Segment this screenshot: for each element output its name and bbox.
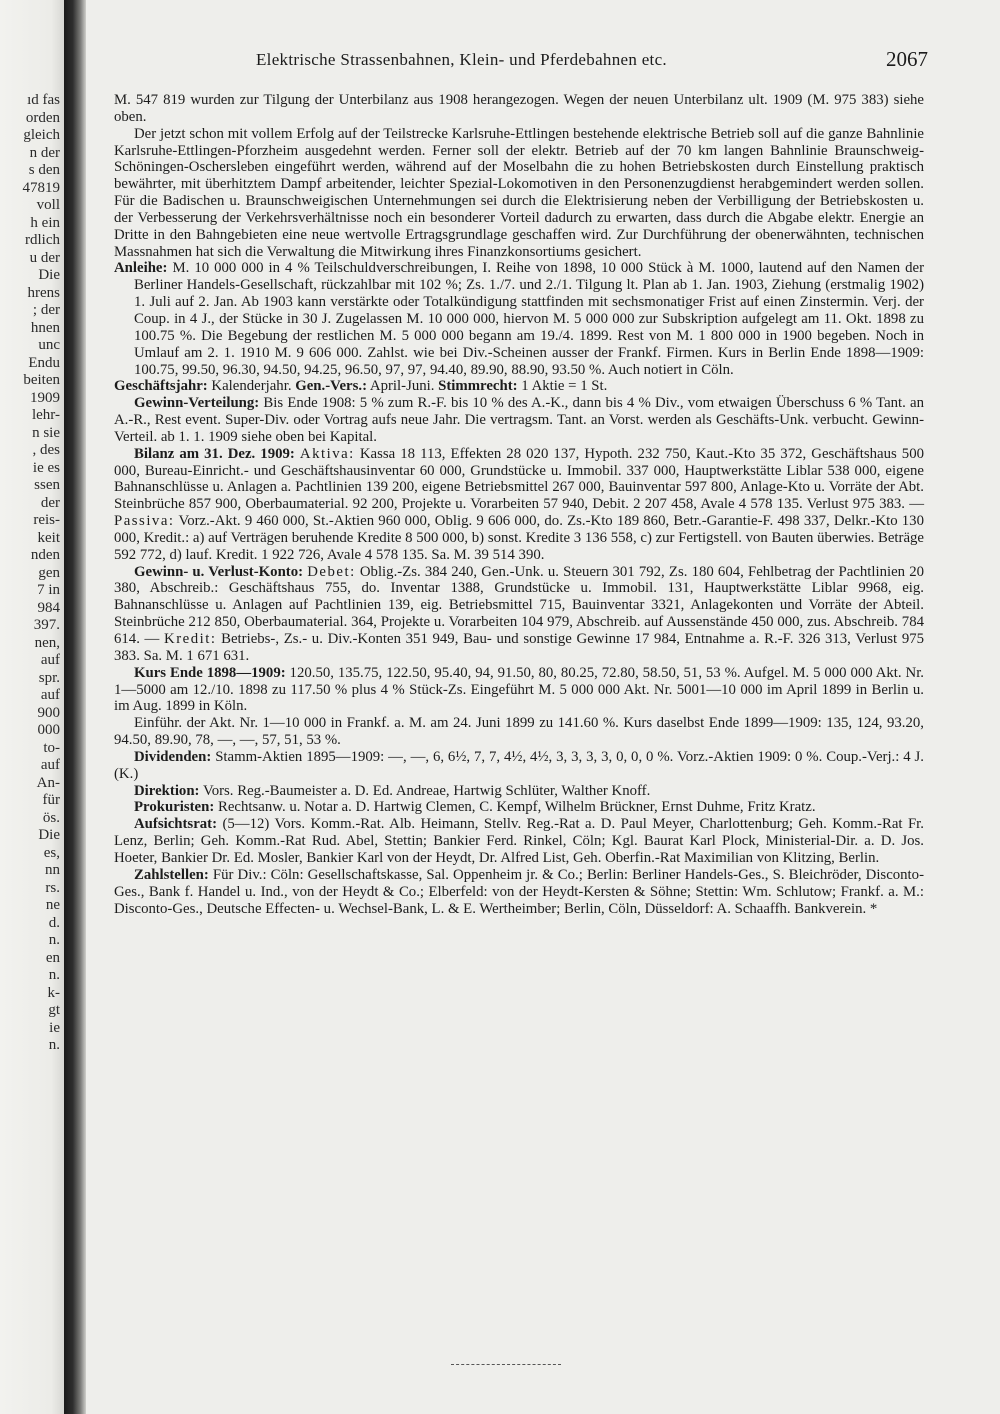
margin-fragment: d.: [48, 914, 60, 931]
margin-fragment: ie: [49, 1019, 60, 1036]
prokuristen-text: Rechtsanw. u. Notar a. D. Hartwig Clemen, C. Kempf, Wilhelm Brückner, Ernst Duhme, Fritz Kratz.: [218, 799, 816, 816]
margin-fragment: gt: [48, 1002, 60, 1018]
margin-fragment: hrens: [27, 284, 60, 301]
section-prokuristen: [114, 799, 924, 816]
page-number: 2067: [886, 47, 928, 71]
margin-fragment: hnen: [30, 319, 60, 336]
running-header: Elektrische Strassenbahnen, Klein- und Pferdebahnen etc.: [256, 50, 667, 69]
margin-fragment: nen,: [34, 634, 60, 651]
margin-fragment: keit: [37, 529, 60, 546]
margin-fragment: n sie: [32, 424, 60, 441]
bilanz-label: Bilanz am 31. Dez. 1909:: [134, 445, 295, 462]
paragraph-unterbilanz: M. 547 819 wurden zur Tilgung der Unterbilanz aus 1908 herangezogen. Wegen der neuen Unterbilanz ult. 1909 (M. 975 383) siehe oben.: [114, 92, 924, 125]
page: [86, 0, 1000, 1414]
margin-fragment: 900: [37, 704, 60, 721]
margin-fragment: auf: [40, 757, 60, 773]
margin-fragment: 47819: [22, 179, 60, 196]
margin-fragment: Die: [38, 827, 60, 843]
dividenden-text: Stamm-Aktien 1895—1909: —, —, 6, 6½, 7, 7, 4½, 4½, 3, 3, 3, 3, 0, 0, 0 %. Vorz.-Aktien 1909: 0 %. Coup.-Verj.: 4 J. (K.): [114, 748, 924, 782]
guv-debet-label: Debet:: [307, 563, 356, 580]
geschaeftsjahr-label: Geschäftsjahr:: [114, 378, 208, 395]
margin-fragment: en: [45, 949, 60, 966]
margin-fragment: Endu: [28, 354, 60, 371]
margin-fragment: 397.: [33, 617, 60, 633]
anleihe-label: Anleihe:: [114, 260, 168, 277]
adjacent-page-margin: [0, 0, 64, 1414]
gewinn-verteilung-text: Bis Ende 1908: 5 % zum R.-F. bis 10 % des A.-K., dann bis 4 % Div., vom etwaigen Überschuss 6 % Tant. an A.-R., Rest event. Super-Div. oder Vortrag aufs neue Jahr. Die vertragsm. Tant. an Vorst. werden als Geschäfts-Unk. verbucht. Gewinn-Verteil. ab 1. 1. 1909 siehe oben bei Kapital.: [114, 395, 925, 445]
margin-fragment: voll: [36, 197, 60, 213]
margin-fragment: n.: [48, 932, 60, 948]
section-gewinn-verteilung: [114, 395, 924, 446]
margin-fragment: nden: [30, 547, 60, 563]
margin-fragment: ne: [45, 897, 60, 913]
prokuristen-label: Prokuristen:: [134, 799, 215, 816]
bilanz-aktiva-text: Kassa 18 113, Effekten 28 020 137, Hypoth. 232 750, Kaut.-Kto 35 372, Geschäftshaus 500 000, Bureau-Einricht.- und Geschäftshausinventar 60 000, Grundstücke u. Immobil. 337 000, Hauptwerkstätte Liblar 538 000, eigene Bahnanschlüsse u. Anlagen a. Pachtlinien 139 200, eigene Betriebsmittel 267 000, Bauinventar 597 800, Anlage-Kto u. Vorräte der Abt. Steinbrüche 857 900, Oberbaumaterial. 92 200, Projekte u. Vorarbeiten 57 940, Debit. 2 207 458, Avale 4 578 135. Verlust 975 383. —: [114, 445, 924, 513]
gewinn-verteilung-label: Gewinn-Verteilung:: [134, 395, 260, 412]
margin-fragment: 984: [37, 599, 60, 616]
margin-fragment: spr.: [38, 669, 60, 686]
kurs-label: Kurs Ende 1898—1909:: [134, 664, 286, 681]
geschaeftsjahr-text: Kalenderjahr.: [211, 378, 292, 395]
margin-fragment: 7 in: [37, 582, 60, 598]
margin-fragment: ; der: [32, 302, 60, 318]
margin-fragment: unc: [38, 337, 60, 353]
margin-fragment: gen: [38, 564, 60, 581]
guv-label: Gewinn- u. Verlust-Konto:: [134, 563, 304, 580]
article-body: [114, 92, 924, 917]
paragraph-elektrisierung: Der jetzt schon mit vollem Erfolg auf der Teilstrecke Karlsruhe-Ettlingen bestehende elektrische Betrieb soll auf die ganze Bahnlinie Karlsruhe-Ettlingen-Pforzheim ausgedehnt werden. Ferner soll der elektr. Betrieb auf der 70 km langen Bahnlinie Braunschweig-Schöningen-Oschersleben eingeführt werden, während auf der Moselbahn die zu hohen Betriebskosten durch Einstellung praktisch bewährter, mit überhitztem Dampf arbeitender, leichter Spezial-Lokomotiven in den Personenzugdienst herabgemindert werden sollen. Für die Badischen u. Braunschweigischen Unternehmungen sei durch die Elektrisierung neben der Verbilligung der Betriebskosten u. der Verbesserung der Verkehrsverhältnisse noch ein besonderer Vorteil dadurch zu erwarten, dass durch die Abgabe elektr. Energie an Dritte in den Bahngebieten eine neue wertvolle Ertragsgrundlage geschaffen wird. Zur Durchführung der obenerwähnten, technischen Massnahmen hat sich die Verwaltung die Mitwirkung ihres Finanzkonsortiums gesichert.: [114, 125, 924, 260]
margin-fragment: An-: [36, 774, 60, 791]
section-kurs: [114, 665, 924, 716]
margin-fragment: beiten: [23, 372, 60, 388]
margin-fragment: nn: [45, 862, 60, 878]
margin-fragment: der: [40, 494, 60, 511]
bilanz-aktiva-label: Aktiva:: [299, 445, 355, 462]
dividenden-label: Dividenden:: [134, 748, 212, 765]
margin-fragment: k-: [47, 984, 60, 1001]
margin-fragment: orden: [25, 109, 60, 126]
margin-fragment: to-: [43, 739, 60, 756]
section-direktion: [114, 783, 924, 800]
margin-fragment: ös.: [42, 809, 60, 826]
section-gewinn-verlust-konto: [114, 564, 924, 665]
margin-fragment: auf: [40, 687, 60, 703]
margin-fragment: n.: [48, 1037, 60, 1053]
margin-fragment: lehr-: [31, 407, 60, 423]
direktion-text: Vors. Reg.-Baumeister a. D. Ed. Andreae, Hartwig Schlüter, Walther Knoff.: [202, 782, 651, 799]
paragraph-einfuehrung: Einführ. der Akt. Nr. 1—10 000 in Frankf. a. M. am 24. Juni 1899 zu 141.60 %. Kurs daselbst Ende 1899—1909: 135, 124, 93.20, 94.50, 89.90, 78, —, —, 57, 51, 53 %.: [114, 715, 924, 749]
margin-fragment: h ein: [30, 214, 60, 231]
section-aufsichtsrat: [114, 816, 924, 867]
guv-kredit-label: Kredit:: [164, 631, 217, 647]
guv-debet-text: Oblig.-Zs. 384 240, Gen.-Unk. u. Steuern 301 792, Zs. 180 604, Fehlbetrag der Pachtlinien 20 380, Abschreib.: Geschäftshaus 755, do. Inventar 1388, Grundstücke u. Immobil. 131, Hauptwerkstätte Liblar 9968, eig. Bahnanschlüsse u. Anlagen auf Pachtlinien 139, eig. Betriebsmittel 715, Bauinventar 3321, Anlagekonten und Vorräte der Abteil. Steinbrüche 212 850, Oberbaumaterial. 364, Projekte u. Vorarbeiten 104 979, Abschreib. auf Aussenstände 450 000, zus. Abschreib. 784 614. —: [114, 563, 925, 647]
stimmrecht-label: Stimmrecht:: [438, 378, 518, 395]
section-zahlstellen: [114, 867, 924, 918]
margin-fragment: ie es: [32, 459, 60, 476]
book-gutter: [64, 0, 86, 1414]
margin-fragment: n der: [29, 144, 60, 161]
stimmrecht-text: 1 Aktie = 1 St.: [521, 378, 608, 395]
bilanz-passiva-label: Passiva:: [114, 513, 175, 530]
bilanz-passiva-text: Vorz.-Akt. 9 460 000, St.-Aktien 960 000, Oblig. 9 606 000, do. Zs.-Kto 189 860, Betr.-Garantie-F. 498 337, Delkr.-Kto 130 000, Kredit.: a) auf Verträgen beruhende Kredite 8 500 000, b) sonst. Kredite 3 136 558, c) zur Fertigstell. von Bauten überwies. Beträge 592 772, d) lauf. Kredit. 1 922 726, Avale 4 578 135. Sa. M. 39 514 390.: [114, 513, 924, 563]
margin-fragment: für: [42, 792, 60, 808]
margin-fragment: u der: [29, 249, 60, 266]
section-bilanz: [114, 446, 924, 564]
section-anleihe: [114, 260, 924, 378]
margin-fragment: gleich: [23, 127, 60, 143]
anleihe-text: M. 10 000 000 in 4 % Teilschuldverschreibungen, I. Reihe von 1898, 10 000 Stück à M. 1000, lautend auf den Namen der Berliner Handels-Gesellschaft, rückzahlbar mit 102 %; Zs. 1./7. und 2./1. Tilgung lt. Plan ab 1. Jan. 1903, Ziehung (erstmalig 1902) 1. Juli auf 2. Jan. Ab 1903 kann verstärkte oder Totalkündigung stattfinden mit sechsmonatiger Frist auf einen Zinstermin. Verj. der Coup. in 4 J., der Stücke in 30 J. Zugelassen M. 10 000 000, hiervon M. 5 000 000 zur Subskription aufgelegt am 11. Okt. 1898 zu 100.75 %. Die Begebung der restlichen M. 5 000 000 begann am 19./4. 1899. Rest von M. 1 800 000 in 1900 begeben. Noch in Umlauf am 2. 1. 1910 M. 9 606 000. Zahlst. wie bei Div.-Scheinen ausser der Frankf. Firmen. Kurs in Berlin Ende 1898—1909: 100.75, 99.50, 96.30, 94.50, 94.25, 96.50, 97, 97, 94.40, 89.90, 88.90, 93.50 %. Auch notiert in Cöln.: [134, 260, 925, 378]
margin-fragment: ıd fas: [27, 92, 60, 108]
zahlstellen-label: Zahlstellen:: [134, 866, 209, 883]
margin-fragment: s den: [28, 162, 60, 178]
direktion-label: Direktion:: [134, 782, 200, 799]
guv-kredit-text: Betriebs-, Zs.- u. Div.-Konten 351 949, Bau- und sonstige Gewinne 17 984, Entnahme a. R.-F. 326 313, Verlust 975 383. Sa. M. 1 671 631.: [114, 631, 925, 664]
margin-fragment: reis-: [33, 512, 60, 528]
margin-fragment: n.: [48, 967, 60, 983]
aufsichtsrat-text: (5—12) Vors. Komm.-Rat. Alb. Heimann, Stellv. Reg.-Rat a. D. Paul Meyer, Charlottenburg; Geh. Komm.-Rat Fr. Lenz, Berlin; Geh. Komm.-Rat Rud. Abel, Stettin; Bankier Ferd. Rinkel, Cöln; Kgl. Baurat Karl Plock, Ministerial-Dir. a. D. Jos. Hoeter, Bankier Dr. Ed. Mosler, Bankier Karl von der Heydt, Dr. Alfred List, Geh. Oberfin.-Rat Maximilian von Klitzing, Berlin.: [114, 816, 924, 866]
aufsichtsrat-label: Aufsichtsrat:: [134, 816, 218, 833]
margin-fragment: 1909: [30, 389, 60, 406]
margin-fragment: auf: [40, 652, 60, 668]
kurs-text: 120.50, 135.75, 122.50, 95.40, 94, 91.50, 80, 80.25, 72.80, 58.50, 51, 53 %. Aufgel. M. 5 000 000 Akt. Nr. 1—5000 am 12./10. 1898 zu 117.50 % plus 4 % Stück-Zs. Eingeführt M. 5 000 000 Akt. Nr. 5001—10 000 im April 1899 in Berlin u. im Aug. 1899 in Köln.: [114, 664, 925, 715]
margin-fragment: 000: [37, 722, 60, 738]
section-geschaeftsjahr: [114, 378, 924, 395]
margin-fragment: Die: [38, 267, 60, 283]
gen-vers-label: Gen.-Vers.:: [295, 378, 368, 395]
section-dividenden: [114, 749, 924, 783]
gen-vers-text: April-Juni.: [369, 378, 435, 395]
margin-fragment: ssen: [34, 477, 60, 493]
margin-fragment: rdlich: [25, 232, 60, 248]
margin-fragment: , des: [32, 442, 60, 458]
end-rule: [451, 1364, 561, 1365]
zahlstellen-text: Für Div.: Cöln: Gesellschaftskasse, Sal. Oppenheim jr. & Co.; Berlin: Berliner Handels-Ges., S. Bleichröder, Disconto-Ges., Bank f. Handel u. Ind., von der Heydt & Co.; Elberfeld: von der Heydt-Kersten & Söhne; Stettin: Wm. Schlutow; Frankf. a. M.: Disconto-Ges., Deutsche Effecten- u. Wechsel-Bank, L. & E. Wertheimber; Berlin, Cöln, Düsseldorf: A. Schaaffh. Bankverein. *: [114, 866, 924, 917]
margin-fragment: es,: [43, 844, 60, 861]
margin-fragment: rs.: [45, 879, 60, 896]
